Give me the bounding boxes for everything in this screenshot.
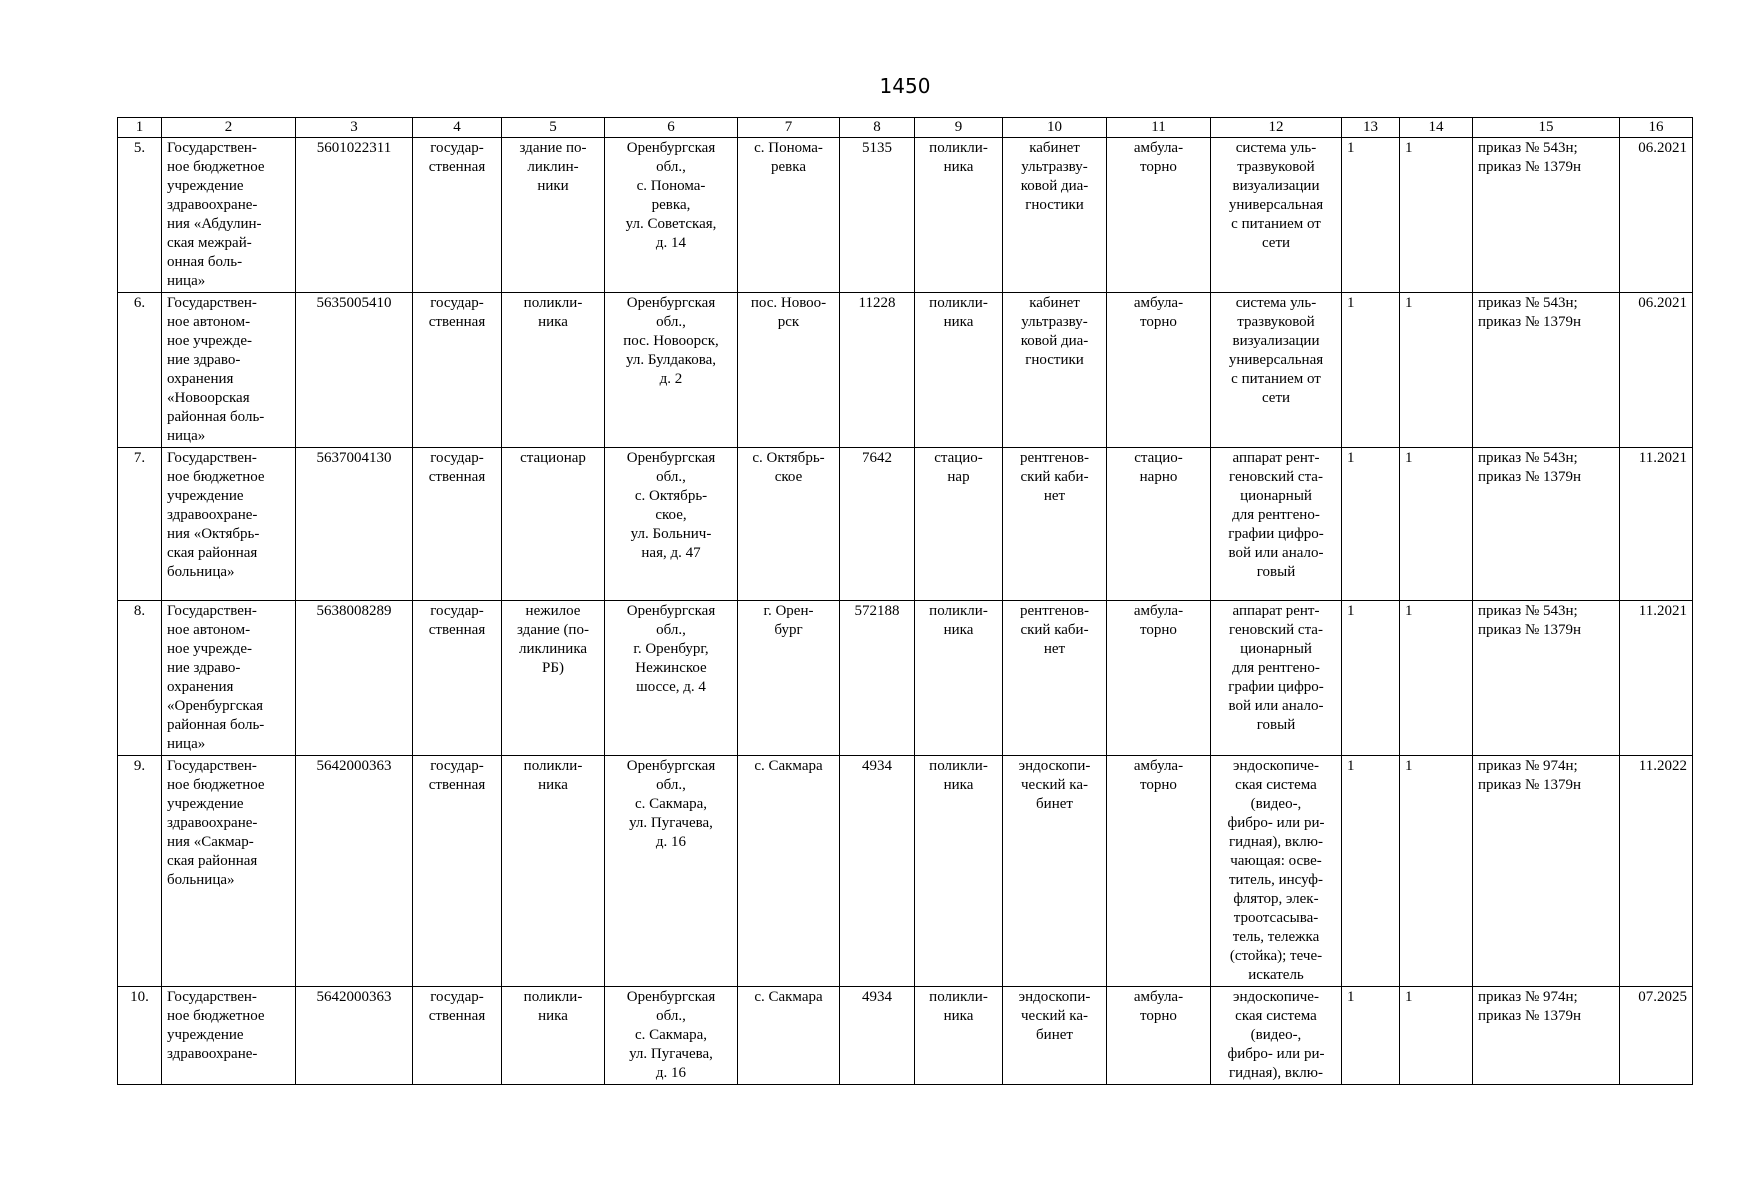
equipment: система уль- тразвуковой визуализации универсальная с питанием от сети xyxy=(1211,293,1342,448)
column-number: 3 xyxy=(296,118,413,138)
table-row xyxy=(118,756,1693,987)
count-14: 1 xyxy=(1400,448,1473,601)
room: рентгенов- ский каби- нет xyxy=(1003,448,1107,601)
date: 11.2021 xyxy=(1620,448,1693,601)
address: Оренбургская обл., с. Октябрь- ское, ул. Больнич- ная, д. 47 xyxy=(605,448,738,601)
order: приказ № 974н; приказ № 1379н xyxy=(1473,987,1620,1085)
organization-name: Государствен- ное бюджетное учреждение здравоохране- ния «Сакмар- ская районная больница» xyxy=(162,756,296,987)
building: здание по- ликлин- ники xyxy=(502,138,605,293)
order: приказ № 543н; приказ № 1379н xyxy=(1473,601,1620,756)
equipment: система уль- тразвуковой визуализации универсальная с питанием от сети xyxy=(1211,138,1342,293)
column-number: 9 xyxy=(915,118,1003,138)
building: поликли- ника xyxy=(502,756,605,987)
facility-type: поликли- ника xyxy=(915,756,1003,987)
facility-type: поликли- ника xyxy=(915,987,1003,1085)
order: приказ № 543н; приказ № 1379н xyxy=(1473,293,1620,448)
care-mode: амбула- торно xyxy=(1107,293,1211,448)
organization-name: Государствен- ное бюджетное учреждение здравоохране- xyxy=(162,987,296,1085)
population: 4934 xyxy=(840,756,915,987)
room: эндоскопи- ческий ка- бинет xyxy=(1003,987,1107,1085)
order: приказ № 543н; приказ № 1379н xyxy=(1473,138,1620,293)
address: Оренбургская обл., г. Оренбург, Нежинское шоссе, д. 4 xyxy=(605,601,738,756)
ownership: государ- ственная xyxy=(413,601,502,756)
date: 06.2021 xyxy=(1620,293,1693,448)
date: 07.2025 xyxy=(1620,987,1693,1085)
room: эндоскопи- ческий ка- бинет xyxy=(1003,756,1107,987)
registry-table xyxy=(117,117,1693,1085)
row-number: 5. xyxy=(118,138,162,293)
locality: пос. Новоо- рск xyxy=(738,293,840,448)
inn: 5642000363 xyxy=(296,756,413,987)
population: 7642 xyxy=(840,448,915,601)
equipment: аппарат рент- геновский ста- ционарный для рентгено- графии цифро- вой или анало- говый xyxy=(1211,601,1342,756)
locality: с. Сакмара xyxy=(738,987,840,1085)
facility-type: поликли- ника xyxy=(915,601,1003,756)
building: поликли- ника xyxy=(502,987,605,1085)
room: кабинет ультразву- ковой диа- гностики xyxy=(1003,293,1107,448)
count-14: 1 xyxy=(1400,601,1473,756)
building: нежилое здание (по- ликлиника РБ) xyxy=(502,601,605,756)
column-number: 7 xyxy=(738,118,840,138)
row-number: 6. xyxy=(118,293,162,448)
count-13: 1 xyxy=(1342,987,1400,1085)
population: 11228 xyxy=(840,293,915,448)
count-14: 1 xyxy=(1400,756,1473,987)
organization-name: Государствен- ное автоном- ное учрежде- ние здраво- охранения «Новоорская районная боль- ница» xyxy=(162,293,296,448)
count-14: 1 xyxy=(1400,293,1473,448)
column-number: 10 xyxy=(1003,118,1107,138)
row-number: 8. xyxy=(118,601,162,756)
address: Оренбургская обл., с. Понома- ревка, ул. Советская, д. 14 xyxy=(605,138,738,293)
ownership: государ- ственная xyxy=(413,448,502,601)
date: 11.2021 xyxy=(1620,601,1693,756)
address: Оренбургская обл., с. Сакмара, ул. Пугачева, д. 16 xyxy=(605,756,738,987)
column-number: 13 xyxy=(1342,118,1400,138)
ownership: государ- ственная xyxy=(413,138,502,293)
locality: с. Понома- ревка xyxy=(738,138,840,293)
facility-type: стацио- нар xyxy=(915,448,1003,601)
equipment: эндоскопиче- ская система (видео-, фибро- или ри- гидная), вклю- чающая: осве- титель, инсуф- флятор, элек- троотсасыва- тель, тележка (стойка); тече- искатель xyxy=(1211,756,1342,987)
room: рентгенов- ский каби- нет xyxy=(1003,601,1107,756)
equipment: аппарат рент- геновский ста- ционарный для рентгено- графии цифро- вой или анало- говый xyxy=(1211,448,1342,601)
building: поликли- ника xyxy=(502,293,605,448)
population: 4934 xyxy=(840,987,915,1085)
table-row xyxy=(118,138,1693,293)
equipment: эндоскопиче- ская система (видео-, фибро- или ри- гидная), вклю- xyxy=(1211,987,1342,1085)
locality: г. Орен- бург xyxy=(738,601,840,756)
column-number: 4 xyxy=(413,118,502,138)
table-row xyxy=(118,293,1693,448)
order: приказ № 974н; приказ № 1379н xyxy=(1473,756,1620,987)
facility-type: поликли- ника xyxy=(915,293,1003,448)
care-mode: амбула- торно xyxy=(1107,987,1211,1085)
address: Оренбургская обл., с. Сакмара, ул. Пугачева, д. 16 xyxy=(605,987,738,1085)
column-number: 8 xyxy=(840,118,915,138)
page-number: 1450 xyxy=(879,74,931,98)
building: стационар xyxy=(502,448,605,601)
locality: с. Октябрь- ское xyxy=(738,448,840,601)
room: кабинет ультразву- ковой диа- гностики xyxy=(1003,138,1107,293)
column-number: 14 xyxy=(1400,118,1473,138)
column-number: 16 xyxy=(1620,118,1693,138)
column-number: 15 xyxy=(1473,118,1620,138)
care-mode: амбула- торно xyxy=(1107,601,1211,756)
count-13: 1 xyxy=(1342,138,1400,293)
date: 11.2022 xyxy=(1620,756,1693,987)
population: 572188 xyxy=(840,601,915,756)
column-number: 2 xyxy=(162,118,296,138)
column-number: 11 xyxy=(1107,118,1211,138)
table-row xyxy=(118,448,1693,601)
inn: 5635005410 xyxy=(296,293,413,448)
ownership: государ- ственная xyxy=(413,293,502,448)
column-number: 1 xyxy=(118,118,162,138)
count-14: 1 xyxy=(1400,987,1473,1085)
inn: 5642000363 xyxy=(296,987,413,1085)
address: Оренбургская обл., пос. Новоорск, ул. Булдакова, д. 2 xyxy=(605,293,738,448)
column-number: 5 xyxy=(502,118,605,138)
care-mode: амбула- торно xyxy=(1107,756,1211,987)
column-number: 6 xyxy=(605,118,738,138)
ownership: государ- ственная xyxy=(413,987,502,1085)
table-row xyxy=(118,601,1693,756)
organization-name: Государствен- ное автоном- ное учрежде- ние здраво- охранения «Оренбургская районная боль- ница» xyxy=(162,601,296,756)
inn: 5637004130 xyxy=(296,448,413,601)
inn: 5638008289 xyxy=(296,601,413,756)
column-number: 12 xyxy=(1211,118,1342,138)
date: 06.2021 xyxy=(1620,138,1693,293)
locality: с. Сакмара xyxy=(738,756,840,987)
row-number: 9. xyxy=(118,756,162,987)
count-13: 1 xyxy=(1342,448,1400,601)
population: 5135 xyxy=(840,138,915,293)
row-number: 7. xyxy=(118,448,162,601)
count-14: 1 xyxy=(1400,138,1473,293)
row-number: 10. xyxy=(118,987,162,1085)
column-number-row xyxy=(118,118,1693,138)
organization-name: Государствен- ное бюджетное учреждение здравоохране- ния «Октябрь- ская районная больница» xyxy=(162,448,296,601)
count-13: 1 xyxy=(1342,601,1400,756)
care-mode: амбула- торно xyxy=(1107,138,1211,293)
organization-name: Государствен- ное бюджетное учреждение здравоохране- ния «Абдулин- ская межрай- онная боль- ница» xyxy=(162,138,296,293)
count-13: 1 xyxy=(1342,756,1400,987)
table-row xyxy=(118,987,1693,1085)
facility-type: поликли- ника xyxy=(915,138,1003,293)
care-mode: стацио- нарно xyxy=(1107,448,1211,601)
ownership: государ- ственная xyxy=(413,756,502,987)
inn: 5601022311 xyxy=(296,138,413,293)
order: приказ № 543н; приказ № 1379н xyxy=(1473,448,1620,601)
count-13: 1 xyxy=(1342,293,1400,448)
